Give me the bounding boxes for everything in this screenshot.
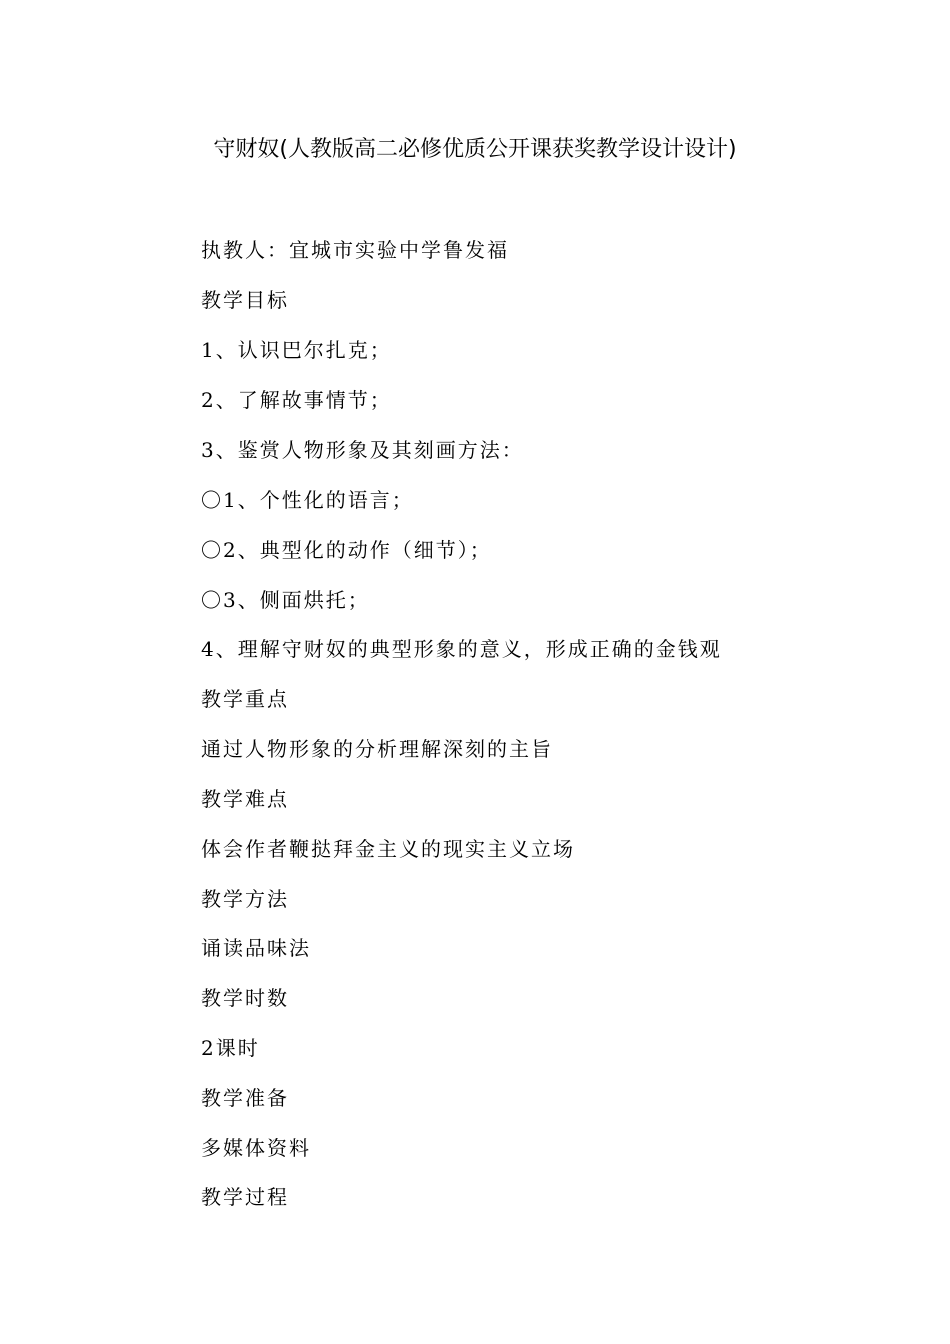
page-title: 守财奴(人教版高二必修优质公开课获奖教学设计设计) — [213, 137, 737, 162]
section-heading-methods: 教学方法 — [201, 887, 289, 911]
section-heading-hours: 教学时数 — [201, 986, 289, 1010]
section-heading-preparation: 教学准备 — [201, 1086, 289, 1110]
objective-item-3: 3、鉴赏人物形象及其刻画方法： — [201, 438, 524, 462]
hours-text: 2课时 — [201, 1036, 260, 1060]
section-heading-difficulties: 教学难点 — [201, 787, 289, 811]
sub-item-3: 〇3、侧面烘托； — [201, 588, 370, 612]
preparation-text: 多媒体资料 — [201, 1136, 311, 1160]
key-points-text: 通过人物形象的分析理解深刻的主旨 — [201, 737, 553, 761]
difficulties-text: 体会作者鞭挞拜金主义的现实主义立场 — [201, 837, 575, 861]
section-heading-process: 教学过程 — [201, 1185, 289, 1209]
section-heading-key-points: 教学重点 — [201, 687, 289, 711]
methods-text: 诵读品味法 — [201, 936, 311, 960]
objective-item-4: 4、理解守财奴的典型形象的意义，形成正确的金钱观 — [201, 637, 722, 661]
section-heading-objectives: 教学目标 — [201, 288, 289, 312]
teacher-line: 执教人：宜城市实验中学鲁发福 — [201, 238, 509, 262]
sub-item-2: 〇2、典型化的动作（细节）； — [201, 538, 492, 562]
sub-item-1: 〇1、个性化的语言； — [201, 488, 414, 512]
objective-item-1: 1、认识巴尔扎克； — [201, 338, 392, 362]
objective-item-2: 2、了解故事情节； — [201, 388, 392, 412]
